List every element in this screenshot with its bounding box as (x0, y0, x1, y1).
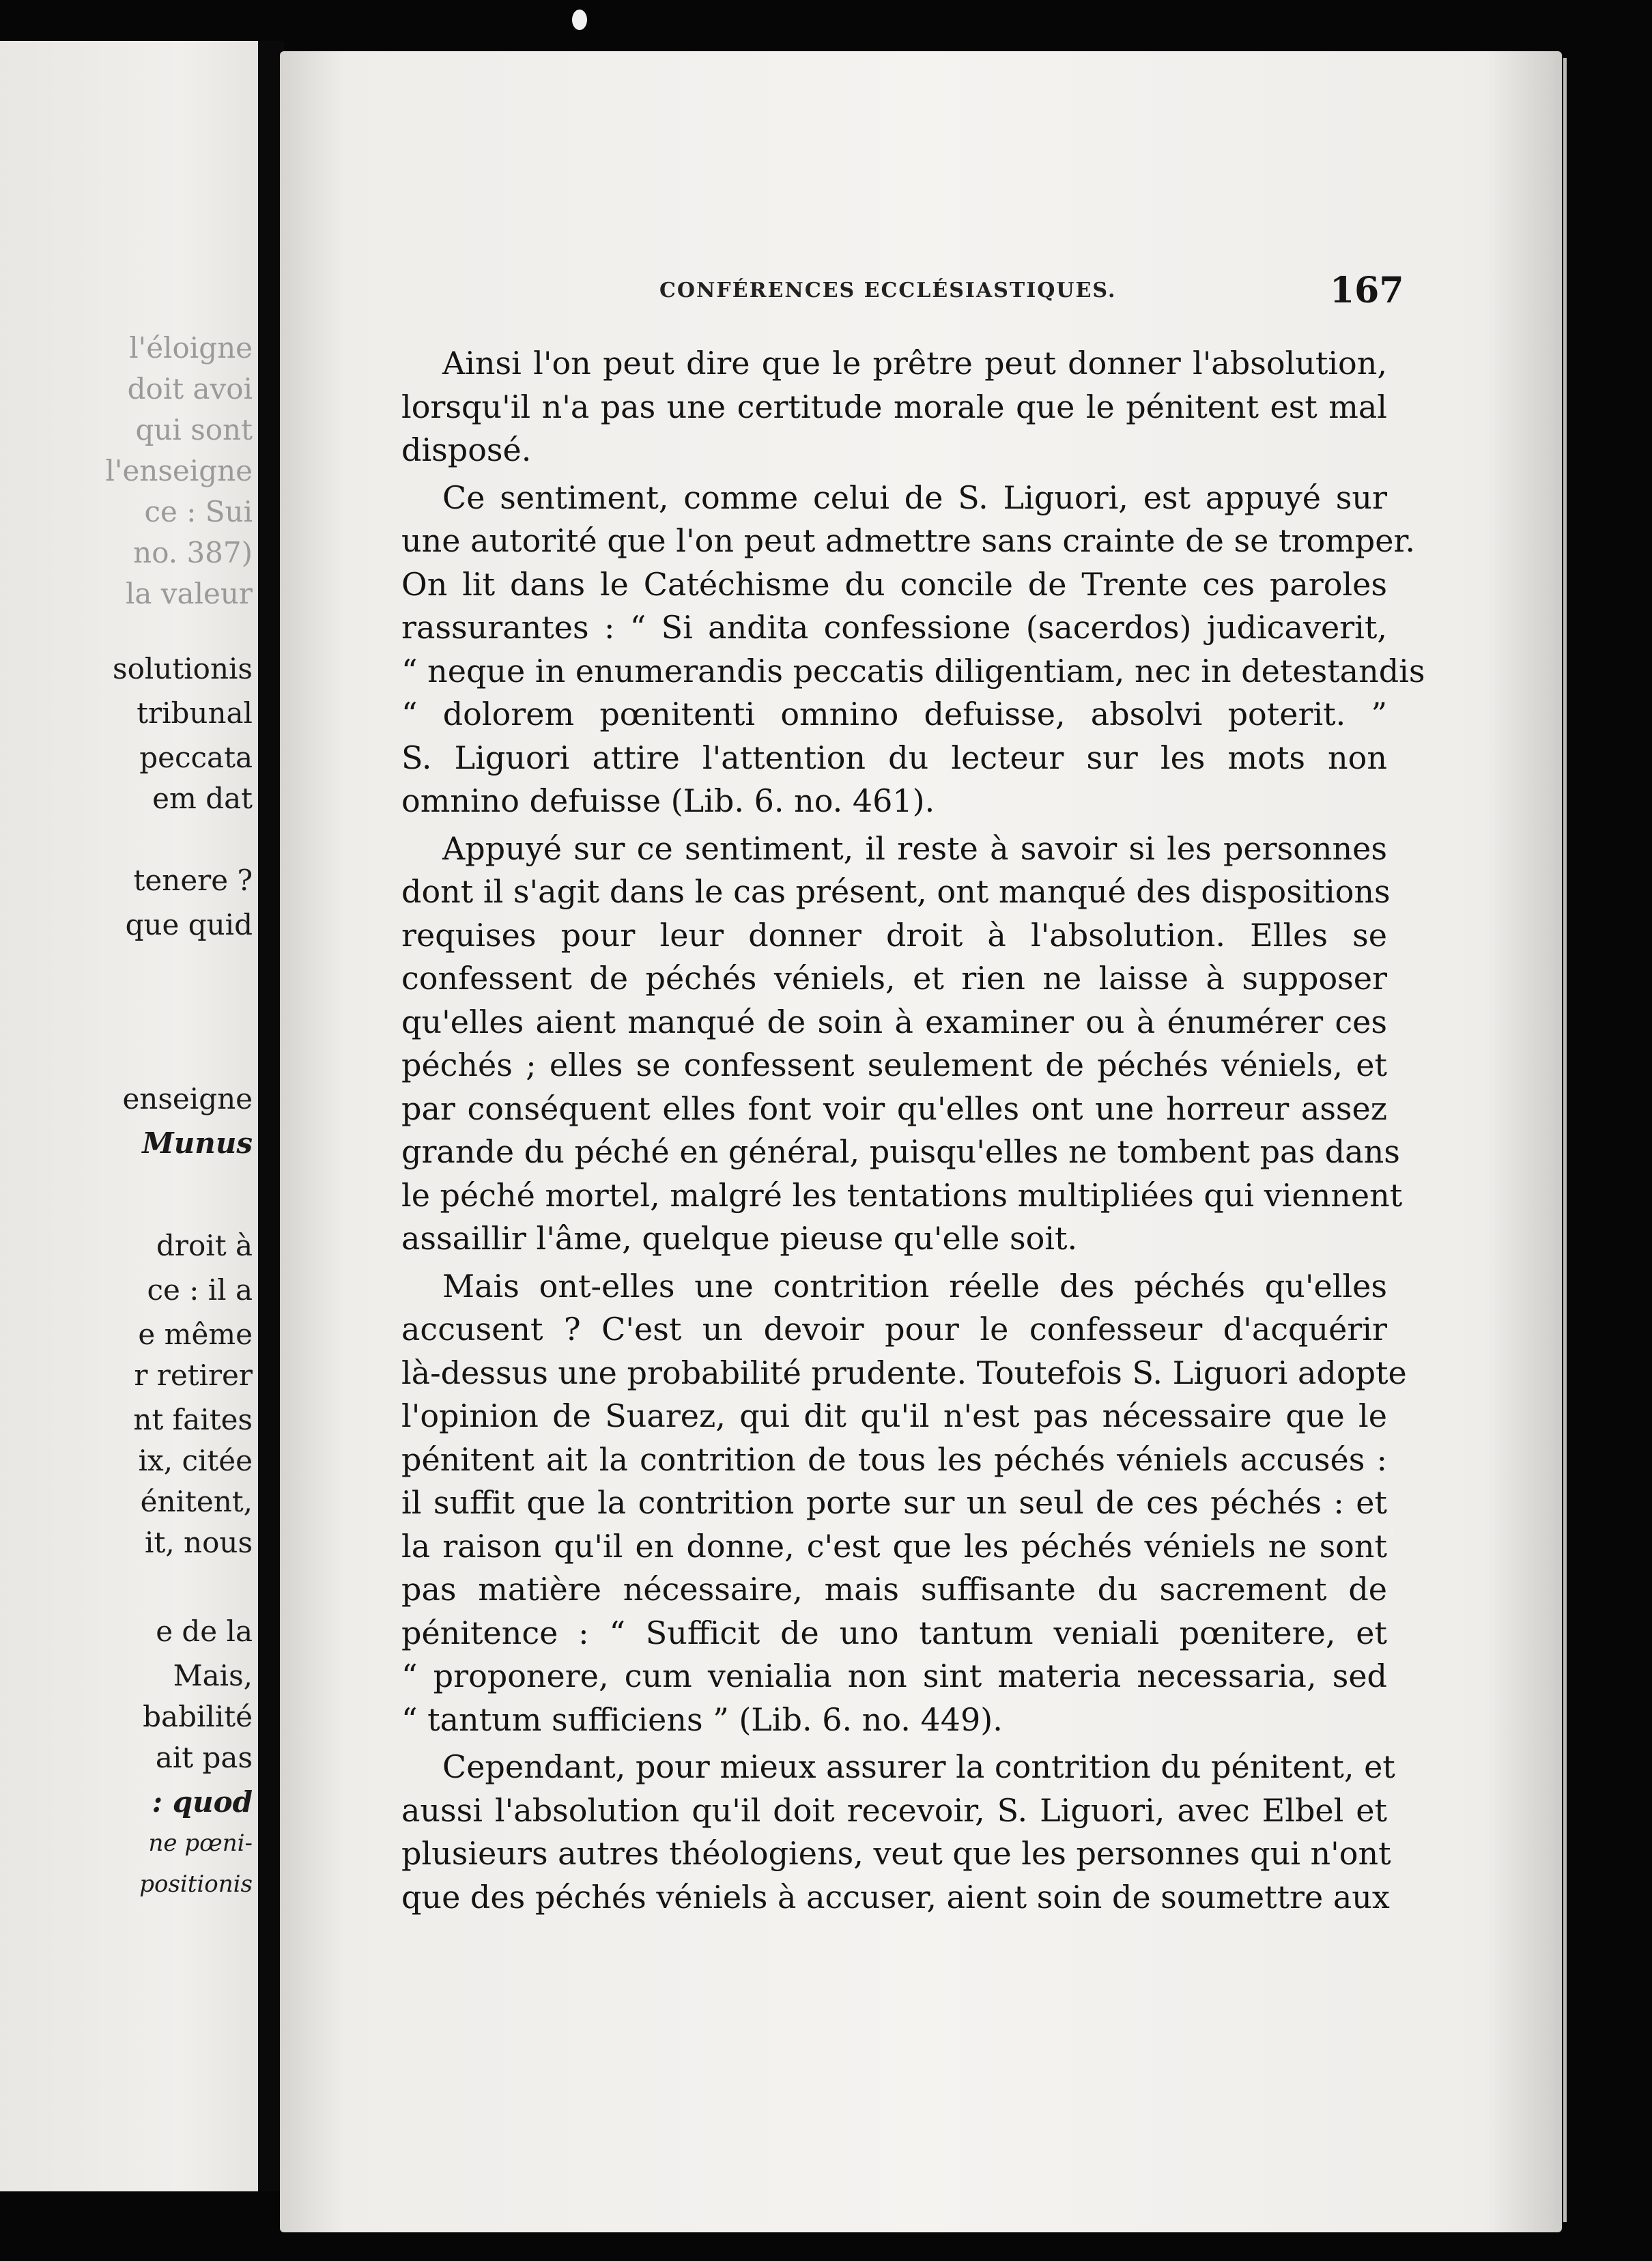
left-page-line: tribunal (137, 696, 253, 730)
running-head: CONFÉRENCES ECCLÉSIASTIQUES. (659, 279, 1117, 302)
text-line: pénitence : “ Sufficit de uno tantum veniali pœnitere, et (401, 1614, 1387, 1651)
left-page-line: solutionis (113, 652, 253, 685)
left-page-line: no. 387) (133, 536, 253, 569)
left-page-line: ne pœni- (148, 1830, 253, 1857)
left-page-line: que quid (125, 908, 253, 941)
text-line: plusieurs autres théologiens, veut que les personnes qui n'ont (401, 1835, 1391, 1872)
text-line: qu'elles aient manqué de soin à examiner ou à énumérer ces (401, 1003, 1387, 1040)
left-page-line: tenere ? (133, 864, 253, 897)
text-line: lorsqu'il n'a pas une certitude morale que le pénitent est mal (401, 388, 1387, 425)
text-line: “ tantum sufficiens ” (Lib. 6. no. 449). (401, 1701, 1003, 1738)
text-line: que des péchés véniels à accuser, aient soin de soumettre aux (401, 1878, 1390, 1916)
left-page-line: peccata (139, 741, 253, 774)
text-line: pas matière nécessaire, mais suffisante du sacrement de (401, 1571, 1387, 1608)
text-line: Ainsi l'on peut dire que le prêtre peut donner l'absolution, (442, 345, 1387, 382)
text-line: S. Liguori attire l'attention du lecteur sur les mots non (401, 739, 1387, 776)
left-page-line: Mais, (173, 1659, 253, 1692)
left-page-line: droit à (156, 1229, 253, 1262)
left-page-line: babilité (143, 1700, 253, 1733)
text-line: péchés ; elles se confessent seulement de péchés véniels, et (401, 1047, 1387, 1083)
page-edge (1563, 58, 1567, 2222)
text-line: par conséquent elles font voir qu'elles ont une horreur assez (401, 1090, 1387, 1127)
text-line: confessent de péchés véniels, et rien ne laisse à supposer (401, 960, 1387, 997)
left-page-line: enseigne (122, 1082, 253, 1115)
text-line: le péché mortel, malgré les tentations multipliées qui viennent (401, 1176, 1403, 1214)
text-line: Cependant, pour mieux assurer la contrition du pénitent, et (442, 1748, 1395, 1785)
text-line: grande du péché en général, puisqu'elles ne tombent pas dans (401, 1133, 1400, 1170)
dust-speck (1390, 1529, 1393, 1536)
page-number: 167 (1330, 270, 1404, 311)
page-edge (1555, 58, 1561, 2222)
text-line: “ neque in enumerandis peccatis diligentiam, nec in detestandis (401, 652, 1425, 689)
left-page-line: Munus (142, 1126, 253, 1160)
text-line: la raison qu'il en donne, c'est que les péchés véniels ne sont (401, 1527, 1387, 1565)
text-line: pénitent ait la contrition de tous les péchés véniels accusés : (401, 1440, 1387, 1478)
left-page-line: nt faites (133, 1403, 253, 1436)
text-line: requises pour leur donner droit à l'absolution. Elles se (401, 916, 1387, 954)
text-line: assaillir l'âme, quelque pieuse qu'elle soit. (401, 1220, 1078, 1257)
text-line: l'opinion de Suarez, qui dit qu'il n'est pas nécessaire que le (401, 1397, 1387, 1434)
text-line: Appuyé sur ce sentiment, il reste à savoir si les personnes (442, 829, 1387, 867)
text-line: disposé. (401, 431, 532, 468)
text-line: dont il s'agit dans le cas présent, ont manqué des dispositions (401, 873, 1391, 910)
text-line: il suffit que la contrition porte sur un seul de ces péchés : et (401, 1484, 1387, 1521)
left-page-line: ce : il a (147, 1273, 253, 1307)
left-page-line: em dat (152, 782, 253, 815)
text-line: omnino defuisse (Lib. 6. no. 461). (401, 782, 935, 819)
text-line: rassurantes : “ Si andita confessione (sacerdos) judicaverit, (401, 609, 1387, 646)
left-page-line: la valeur (125, 577, 253, 610)
dust-speck (572, 10, 587, 30)
left-page-line: : quod (152, 1785, 253, 1819)
left-page-line: ix, citée (138, 1444, 253, 1477)
left-page-line: doit avoi (127, 372, 253, 406)
text-line: accusent ? C'est un devoir pour le confesseur d'acquérir (401, 1311, 1387, 1348)
text-line: “ proponere, cum venialia non sint materia necessaria, sed (401, 1658, 1387, 1694)
left-page-line: e même (138, 1318, 253, 1351)
left-page-line: ce : Sui (144, 495, 253, 528)
left-page-line: it, nous (145, 1526, 253, 1559)
text-line: Ce sentiment, comme celui de S. Liguori, est appuyé sur (442, 479, 1387, 516)
left-page-line: r retirer (134, 1359, 253, 1392)
left-page-line: l'enseigne (105, 454, 253, 487)
left-page-line: qui sont (135, 413, 253, 446)
left-page-line: e de la (156, 1615, 253, 1648)
text-line: Mais ont-elles une contrition réelle des péchés qu'elles (442, 1267, 1387, 1305)
left-page-line: énitent, (140, 1485, 253, 1518)
left-page-line: l'éloigne (129, 331, 253, 365)
left-page-line: positionis (139, 1871, 253, 1898)
text-line: là-dessus une probabilité prudente. Toutefois S. Liguori adopte (401, 1354, 1407, 1391)
text-line: On lit dans le Catéchisme du concile de Trente ces paroles (401, 565, 1387, 603)
text-line: “ dolorem pœnitenti omnino defuisse, absolvi poterit. ” (401, 696, 1387, 733)
text-line: une autorité que l'on peut admettre sans crainte de se tromper. (401, 522, 1415, 559)
left-page-line: ait pas (155, 1741, 253, 1774)
text-line: aussi l'absolution qu'il doit recevoir, S. Liguori, avec Elbel et (401, 1791, 1387, 1829)
